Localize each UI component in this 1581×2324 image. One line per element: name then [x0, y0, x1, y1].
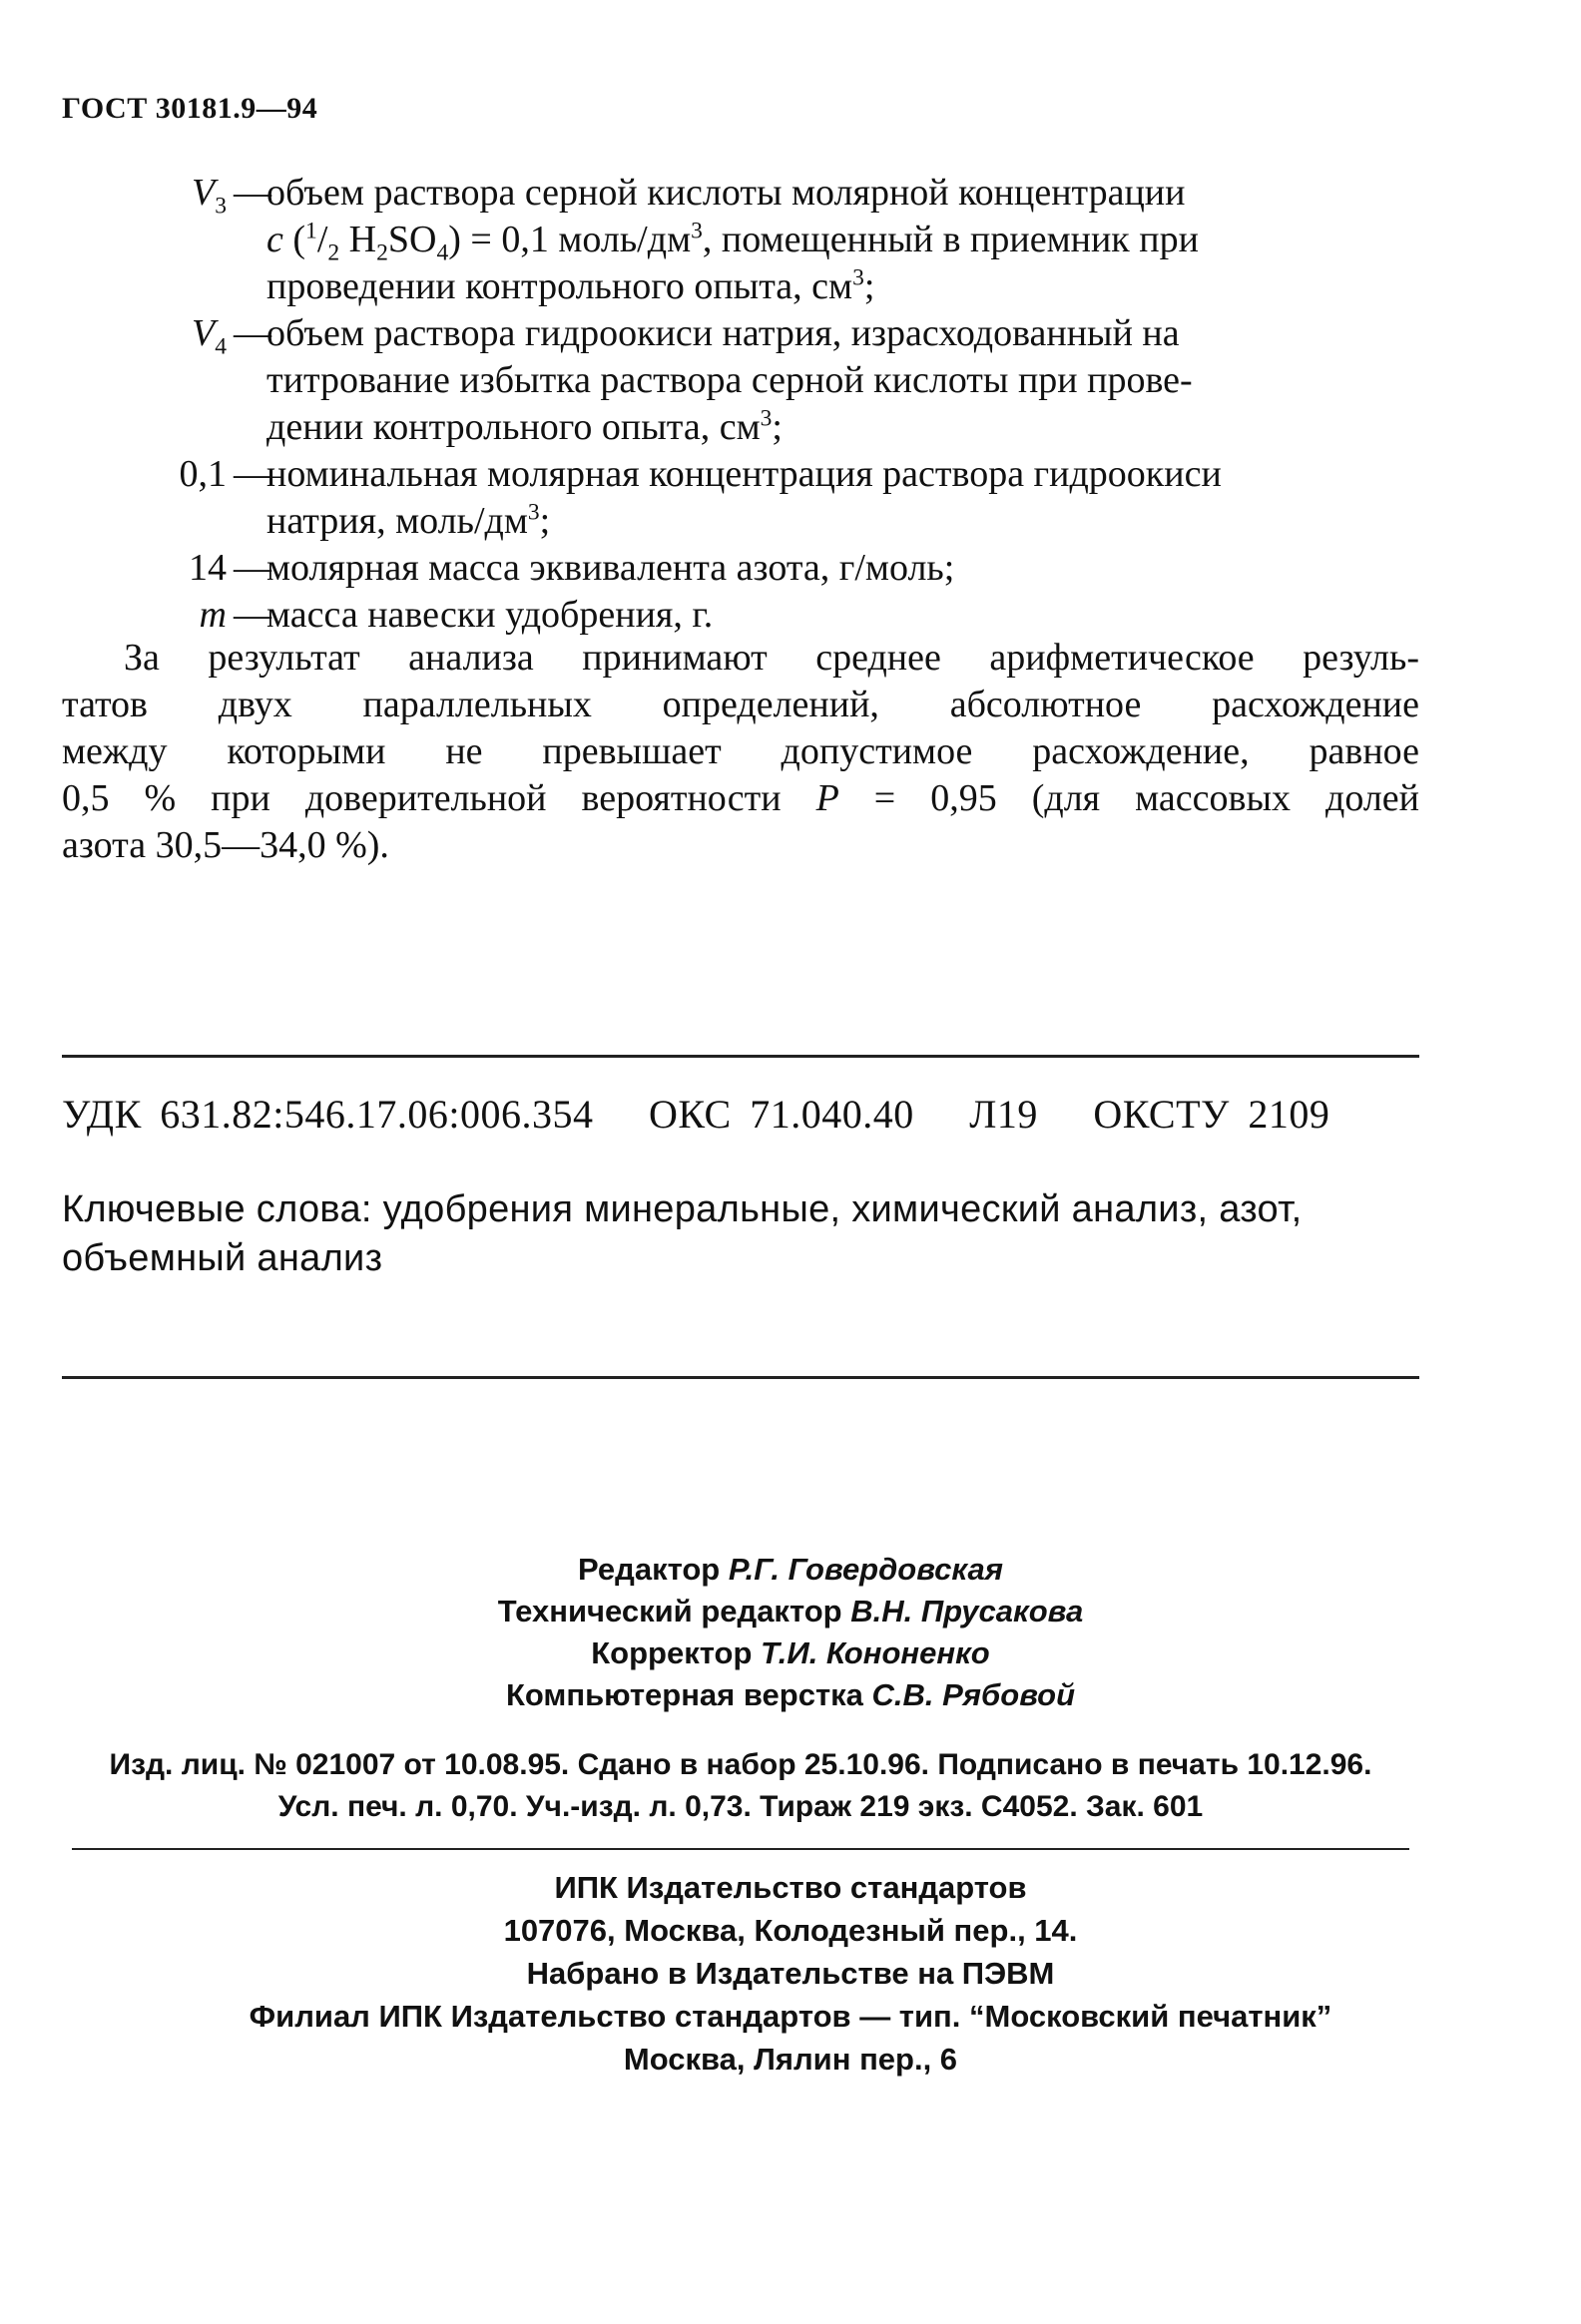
imprint-line: Изд. лиц. № 021007 от 10.08.95. Сдано в набор 25.10.96. Подписано в печать 10.12.96. [109, 1748, 1372, 1781]
definition-text [266, 170, 1419, 310]
credit-proofreader: Корректор Т.И. Кононенко [591, 1635, 990, 1670]
paragraph-line: 0,5 % при доверительной вероятности P = 0,95 (для массовых долей [62, 777, 1419, 819]
document-header: ГОСТ 30181.9—94 [62, 92, 318, 125]
definition-symbol: 14 [189, 547, 227, 589]
divider-bottom [72, 1848, 1409, 1850]
definition-dash: — [234, 172, 271, 214]
imprint-block [62, 1744, 1419, 1828]
imprint-line: Усл. печ. л. 0,70. Уч.-изд. л. 0,73. Тираж 219 экз. С4052. Зак. 601 [277, 1790, 1204, 1823]
publisher-line: Москва, Лялин пер., 6 [623, 2042, 958, 2077]
keywords-line: объемный анализ [62, 1237, 383, 1279]
definition-line: объем раствора гидроокиси натрия, израсходованный на [266, 312, 1180, 354]
publisher-block [0, 1866, 1581, 2081]
keywords-line: Ключевые слова: удобрения минеральные, химический анализ, азот, [62, 1188, 1303, 1230]
definition-line: масса навески удобрения, г. [266, 594, 714, 636]
definition-v4 [62, 310, 1419, 451]
credit-editor: Редактор Р.Г. Говердовская [578, 1552, 1003, 1587]
publisher-line: Филиал ИПК Издательство стандартов — тип. “Московский печатник” [249, 1999, 1332, 2034]
credit-tech-editor: Технический редактор В.Н. Прусакова [497, 1594, 1084, 1628]
definition-text [266, 451, 1419, 545]
definition-text [266, 592, 1419, 639]
credit-layout: Компьютерная верстка С.В. Рябовой [505, 1677, 1076, 1712]
definition-text [266, 545, 1419, 592]
definition-symbol: $V_4$ [192, 312, 227, 360]
definition-dash: — [234, 594, 271, 636]
paragraph-line: За результат анализа принимают среднее арифметическое резуль- [124, 637, 1419, 679]
definition-0-1 [62, 451, 1419, 545]
definition-line: титрование избытка раствора серной кислоты при прове- [266, 359, 1193, 401]
classification-codes: УДК 631.82:546.17.06:006.354 ОКС 71.040.40 Л19 ОКСТУ 2109 [62, 1092, 1330, 1137]
divider-middle [62, 1376, 1419, 1379]
symbol-definitions [62, 170, 1419, 639]
definition-line: натрия, моль/$дм^3$; [266, 499, 551, 542]
definition-line: молярная масса эквивалента азота, г/моль; [266, 547, 955, 589]
publisher-line: 107076, Москва, Колодезный пер., 14. [503, 1913, 1078, 1948]
definition-v3 [62, 170, 1419, 310]
definition-text [266, 310, 1419, 451]
definition-dash: — [234, 453, 271, 495]
result-paragraph [62, 635, 1419, 869]
definition-line: объем раствора серной кислоты молярной концентрации [266, 172, 1186, 214]
publisher-line: Набрано в Издательстве на ПЭВМ [526, 1956, 1055, 1991]
definition-symbol: 0,1 [179, 453, 227, 495]
definition-line: проведении контрольного опыта, $см^3$; [266, 264, 875, 307]
definition-line: номинальная молярная концентрация раствора гидроокиси [266, 453, 1222, 495]
paragraph-line: азота 30,5—34,0 %). [62, 824, 389, 866]
definition-line-formula: c ($^1/_2$ $H_2SO_4) = 0,1$ моль/$дм^3$, помещенный в приемник при [266, 218, 1199, 266]
definition-m [62, 592, 1419, 639]
definition-symbol: m [199, 594, 227, 636]
credits-block [0, 1549, 1581, 1716]
definition-line: дении контрольного опыта, $см^3$; [266, 405, 783, 448]
definition-dash: — [234, 547, 271, 589]
paragraph-line: татов двух параллельных определений, абсолютное расхождение [62, 684, 1419, 725]
definition-symbol: $V_3$ [192, 172, 227, 220]
keywords [62, 1185, 1419, 1283]
paragraph-line: между которыми не превышает допустимое расхождение, равное [62, 730, 1419, 772]
divider-top [62, 1055, 1419, 1058]
publisher-line: ИПК Издательство стандартов [554, 1870, 1027, 1905]
definition-dash: — [234, 312, 271, 354]
definition-14 [62, 545, 1419, 592]
